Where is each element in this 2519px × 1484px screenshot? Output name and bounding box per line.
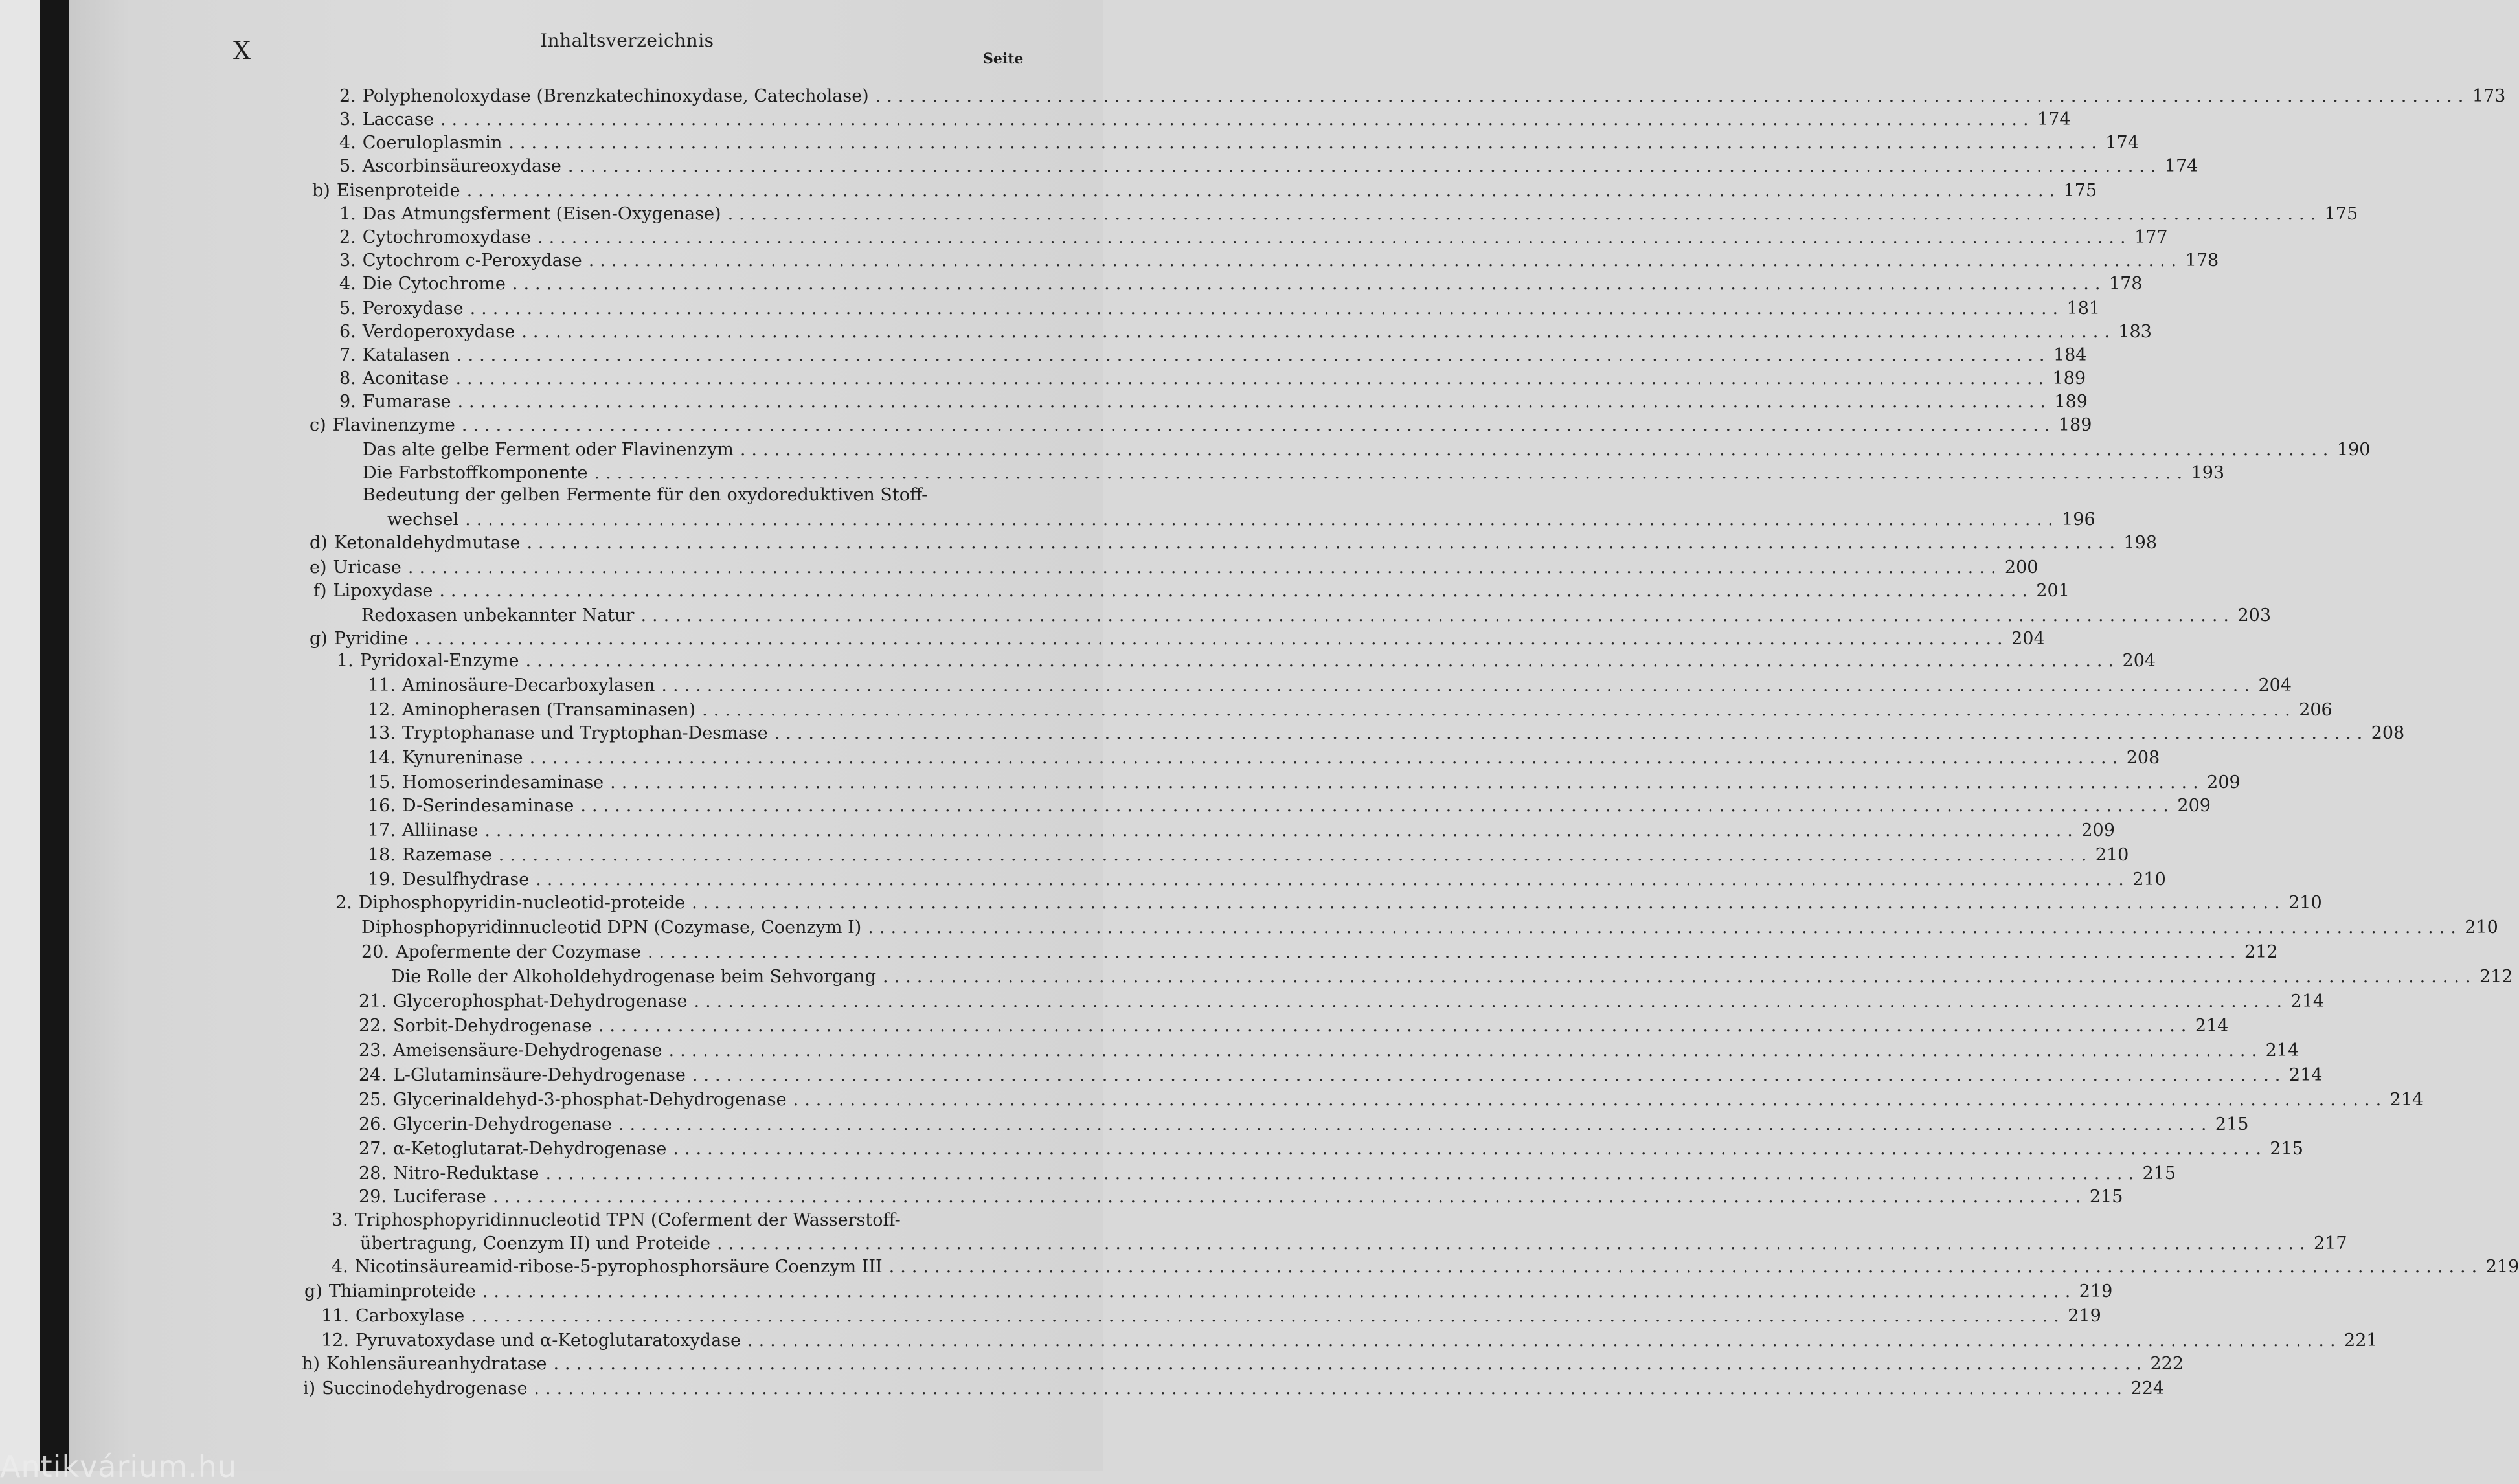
- leader-dots: ............................................................................................................................................: [492, 1187, 2087, 1207]
- toc-entry-number: 1.: [337, 651, 354, 671]
- toc-entry-number: d): [310, 533, 328, 553]
- toc-entry-page: 204: [2258, 675, 2292, 695]
- toc-entry-title: Ameisensäure-Dehydrogenase: [392, 1040, 662, 1061]
- toc-entry-number: g): [304, 1281, 322, 1301]
- toc-entry-number: b): [312, 181, 330, 201]
- toc-entry: [363, 461, 2225, 485]
- toc-entry-page: 212: [2479, 967, 2513, 987]
- toc-entry-title: Sorbit-Dehydrogenase: [392, 1016, 592, 1036]
- toc-entry-number: f): [313, 581, 327, 601]
- toc-entry-page: 177: [2134, 227, 2168, 247]
- toc-entry-page: 189: [2054, 392, 2088, 412]
- toc-entry: [339, 320, 2152, 344]
- toc-entry-page: 173: [2472, 86, 2506, 106]
- toc-entry-title: Apofermente der Cozymase: [395, 942, 641, 962]
- toc-entry-number: 12.: [368, 700, 396, 720]
- toc-entry-page: 219: [2068, 1306, 2101, 1326]
- toc-entry-page: 200: [2004, 557, 2039, 578]
- toc-entry-title: Aminopherasen (Transaminasen): [401, 700, 696, 720]
- toc-entry: [368, 868, 2166, 892]
- toc-entry-title: Desulfhydrase: [401, 870, 530, 890]
- toc-entry-number: 5.: [339, 156, 356, 176]
- toc-entry-title: Diphosphopyridinnucleotid DPN (Cozymase, Coenzym I): [361, 917, 862, 938]
- toc-entry-page: 219: [2485, 1257, 2519, 1277]
- toc-entry-page: 209: [2177, 796, 2211, 816]
- leader-dots: ............................................................................................................................................: [529, 748, 2124, 768]
- leader-dots: ............................................................................................................................................: [457, 392, 2051, 412]
- toc-entry: [339, 202, 2358, 226]
- toc-entry: [363, 483, 982, 507]
- toc-entry-title: Das alte gelbe Ferment oder Flavinenzym: [363, 440, 734, 460]
- toc-entry: [310, 556, 2039, 579]
- toc-entry-number: c): [310, 415, 326, 435]
- toc-entry-page: 212: [2244, 942, 2278, 962]
- toc-entry: [339, 154, 2198, 178]
- leader-dots: ............................................................................................................................................: [774, 723, 2369, 743]
- toc-entry-number: 18.: [368, 845, 396, 865]
- toc-entry-title: Homoserindesaminase: [401, 772, 604, 793]
- leader-dots: ............................................................................................................................................: [694, 991, 2288, 1011]
- toc-entry-page: 217: [2314, 1233, 2347, 1254]
- toc-entry: [368, 721, 2405, 745]
- leader-dots: ............................................................................................................................................: [469, 298, 2064, 319]
- toc-entry-page: 214: [2195, 1016, 2229, 1036]
- toc-entry: [359, 1137, 2303, 1161]
- toc-entry-page: 203: [2237, 605, 2272, 625]
- toc-entry-number: 9.: [339, 392, 356, 412]
- leader-dots: ............................................................................................................................................: [525, 651, 2120, 671]
- toc-entry-number: 16.: [368, 796, 396, 816]
- toc-entry-page: 204: [2011, 629, 2045, 649]
- toc-entry: [361, 940, 2278, 964]
- toc-entry-number: 12.: [321, 1331, 349, 1351]
- toc-entry-page: 221: [2344, 1331, 2378, 1351]
- leader-dots: ............................................................................................................................................: [407, 557, 2002, 578]
- toc-entry-page: 189: [2058, 415, 2092, 435]
- toc-entry-title: Aconitase: [362, 368, 449, 388]
- toc-entry-page: 210: [2132, 870, 2166, 890]
- toc-entry-title: Die Farbstoffkomponente: [363, 463, 588, 483]
- toc-entry-title: Bedeutung der gelben Fermente für den oxydoreduktiven Stoff-: [363, 485, 928, 505]
- toc-entry-page: 174: [2105, 133, 2139, 153]
- toc-entry: [360, 1231, 2347, 1255]
- toc-entry: [339, 390, 2088, 414]
- leader-dots: ............................................................................................................................................: [647, 942, 2242, 962]
- toc-entry-number: 4.: [339, 133, 356, 153]
- leader-dots: ............................................................................................................................................: [875, 86, 2470, 106]
- leader-dots: ............................................................................................................................................: [545, 1164, 2140, 1184]
- leader-dots: ............................................................................................................................................: [461, 415, 2056, 435]
- toc-entry: [339, 107, 2071, 131]
- toc-entry-number: 3.: [339, 109, 356, 129]
- toc-entry-number: 27.: [359, 1139, 387, 1159]
- toc-entry: [332, 1255, 2519, 1279]
- toc-entry-page: 174: [2037, 109, 2071, 129]
- toc-entry-page: 183: [2118, 322, 2152, 342]
- toc-entry: [332, 1208, 945, 1232]
- toc-entry: [339, 272, 2143, 296]
- toc-entry-title: Katalasen: [362, 345, 450, 365]
- leader-dots: ............................................................................................................................................: [580, 796, 2174, 816]
- toc-entry-number: 13.: [368, 723, 396, 743]
- toc-entry-title: Glycerinaldehyd-3-phosphat-Dehydrogenase: [392, 1090, 787, 1110]
- toc-entry-title: Polyphenoloxydase (Brenzkatechinoxydase, Catecholase): [362, 86, 869, 106]
- toc-entry-title: Kynureninase: [401, 748, 523, 768]
- toc-entry-page: 214: [2290, 991, 2325, 1011]
- toc-entry-title: Laccase: [362, 109, 434, 129]
- leader-dots: ............................................................................................................................................: [594, 463, 2189, 483]
- toc-entry-title: Triphosphopyridinnucleotid TPN (Coferment der Wasserstoff-: [354, 1210, 901, 1230]
- leader-dots: ............................................................................................................................................: [567, 156, 2162, 176]
- toc-entry-page: 189: [2052, 368, 2086, 388]
- leader-dots: ............................................................................................................................................: [673, 1139, 2267, 1159]
- leader-dots: ............................................................................................................................................: [717, 1233, 2311, 1254]
- toc-entry-page: 209: [2207, 772, 2241, 793]
- toc-entry-title: Luciferase: [392, 1187, 486, 1207]
- toc-entry: [312, 179, 2097, 203]
- toc-entry-number: 6.: [339, 322, 356, 342]
- toc-entry-title: Thiaminproteide: [328, 1281, 476, 1301]
- toc-entry-title: Nitro-Reduktase: [392, 1164, 539, 1184]
- leader-dots: ............................................................................................................................................: [610, 772, 2204, 793]
- toc-entry-title: Das Atmungsferment (Eisen-Oxygenase): [362, 204, 721, 224]
- toc-entry: [339, 225, 2168, 249]
- toc-entry-page: 210: [2465, 917, 2498, 938]
- toc-entry-title: Peroxydase: [362, 298, 464, 319]
- toc-entry: [359, 1014, 2229, 1038]
- leader-dots: ............................................................................................................................................: [668, 1040, 2263, 1061]
- toc-entry-title: übertragung, Coenzym II) und Proteide: [360, 1233, 711, 1254]
- leader-dots: ............................................................................................................................................: [536, 870, 2130, 890]
- leader-dots: ............................................................................................................................................: [793, 1090, 2388, 1110]
- toc-entry-title: Cytochromoxydase: [362, 227, 532, 247]
- toc-entry-number: 28.: [359, 1164, 387, 1184]
- toc-entry-number: 2.: [339, 86, 356, 106]
- toc-entry: [339, 249, 2219, 273]
- toc-entry-page: 219: [2079, 1281, 2113, 1301]
- toc-entry-page: 214: [2389, 1090, 2424, 1110]
- toc-entry-page: 184: [2053, 345, 2087, 365]
- toc-entry: [361, 603, 2272, 627]
- toc-entry-page: 214: [2288, 1065, 2323, 1085]
- toc-entry-page: 178: [2185, 251, 2219, 271]
- leader-dots: ............................................................................................................................................: [455, 368, 2050, 388]
- toc-entry-number: 4.: [332, 1257, 348, 1277]
- toc-entry: [368, 770, 2241, 794]
- toc-entry-page: 198: [2123, 533, 2158, 553]
- leader-dots: ............................................................................................................................................: [534, 1378, 2129, 1399]
- toc-entry: [359, 1063, 2323, 1087]
- toc-entry-number: 24.: [359, 1065, 387, 1085]
- toc-entry-page: 178: [2108, 274, 2143, 294]
- toc-entry: [359, 1088, 2424, 1112]
- toc-entry: [359, 1162, 2176, 1186]
- toc-entry: [391, 965, 2513, 989]
- toc-entry: [304, 1279, 2113, 1303]
- toc-entry: [339, 297, 2101, 320]
- toc-entry-number: 22.: [359, 1016, 387, 1036]
- toc-entry: [321, 1329, 2378, 1353]
- toc-entry-page: 210: [2095, 845, 2129, 865]
- leader-dots: ............................................................................................................................................: [747, 1331, 2342, 1351]
- toc-entry-page: 208: [2126, 748, 2160, 768]
- toc-entry-title: Nicotinsäureamid-ribose-5-pyrophosphorsäure Coenzym III: [354, 1257, 883, 1277]
- toc-entry: [310, 413, 2092, 437]
- leader-dots: ............................................................................................................................................: [882, 967, 2477, 987]
- toc-entry-title: Verdoperoxydase: [362, 322, 515, 342]
- toc-entry-title: Redoxasen unbekannter Natur: [361, 605, 635, 625]
- toc-entry-number: 1.: [339, 204, 356, 224]
- toc-entry: [368, 818, 2115, 842]
- toc-entry-page: 215: [2142, 1164, 2176, 1184]
- toc-entry-title: Kohlensäureanhydratase: [326, 1354, 547, 1374]
- toc-entry-number: 11.: [321, 1306, 349, 1326]
- toc-entry: [361, 916, 2498, 939]
- leader-dots: ............................................................................................................................................: [588, 251, 2183, 271]
- leader-dots: ............................................................................................................................................: [702, 700, 2296, 720]
- toc-entry-title: Die Rolle der Alkoholdehydrogenase beim Sehvorgang: [391, 967, 876, 987]
- toc-entry-number: 5.: [339, 298, 356, 319]
- toc-entry-title: Razemase: [401, 845, 492, 865]
- toc-entry-number: e): [310, 557, 327, 578]
- toc-entry: [359, 1112, 2249, 1136]
- toc-entry-number: 4.: [339, 274, 356, 294]
- toc-entry-title: Cytochrom c-Peroxydase: [362, 251, 582, 271]
- toc-entry: [368, 843, 2129, 867]
- toc-entry: [339, 84, 2506, 108]
- toc-entry-title: Diphosphopyridin-nucleotid-proteide: [358, 893, 686, 913]
- leader-dots: ............................................................................................................................................: [471, 1306, 2065, 1326]
- leader-dots: ............................................................................................................................................: [740, 440, 2334, 460]
- toc-entry: [387, 508, 2095, 532]
- toc-entry-title: Ketonaldehydmutase: [333, 533, 521, 553]
- toc-entry-number: g): [310, 629, 328, 649]
- leader-dots: ............................................................................................................................................: [484, 820, 2079, 840]
- toc-entry-number: 26.: [359, 1114, 387, 1134]
- toc-entry-title: L-Glutaminsäure-Dehydrogenase: [392, 1065, 686, 1085]
- leader-dots: ............................................................................................................................................: [692, 893, 2286, 913]
- toc-entry-title: Fumarase: [362, 392, 451, 412]
- toc-entry-number: 3.: [332, 1210, 348, 1230]
- leader-dots: ............................................................................................................................................: [692, 1065, 2287, 1085]
- toc-entry-title: Pyridine: [333, 629, 409, 649]
- leader-dots: ............................................................................................................................................: [661, 675, 2255, 695]
- leader-dots: ............................................................................................................................................: [640, 605, 2235, 625]
- toc-entry-title: Pyridoxal-Enzyme: [359, 651, 519, 671]
- toc-entry-page: 210: [2288, 893, 2322, 913]
- toc-entry-page: 222: [2150, 1354, 2184, 1374]
- toc-entry-number: 23.: [359, 1040, 387, 1061]
- toc-entry-number: 21.: [359, 991, 387, 1011]
- toc-entry-title: Coeruloplasmin: [362, 133, 503, 153]
- toc-entry-number: 20.: [361, 942, 389, 962]
- watermark: Antikvárium.hu: [0, 1449, 238, 1484]
- leader-dots: ............................................................................................................................................: [414, 629, 2009, 649]
- toc-entry-title: Carboxylase: [355, 1306, 465, 1326]
- leader-dots: ............................................................................................................................................: [598, 1016, 2193, 1036]
- toc-entry-number: 8.: [339, 368, 356, 388]
- leader-dots: ............................................................................................................................................: [618, 1114, 2213, 1134]
- toc-entry-number: 25.: [359, 1090, 387, 1110]
- toc-entry: [302, 1352, 2184, 1376]
- leader-dots: ............................................................................................................................................: [727, 204, 2322, 224]
- toc-entry-title: Flavinenzyme: [332, 415, 455, 435]
- toc-entry: [303, 1377, 2165, 1400]
- leader-dots: ............................................................................................................................................: [466, 181, 2061, 201]
- toc-entry-page: 215: [2089, 1187, 2123, 1207]
- toc-entry-title: Ascorbinsäureoxydase: [362, 156, 561, 176]
- toc-entry-number: 15.: [368, 772, 396, 793]
- leader-dots: ............................................................................................................................................: [537, 227, 2132, 247]
- leader-dots: ............................................................................................................................................: [440, 109, 2035, 129]
- toc-entry-title: α-Ketoglutarat-Dehydrogenase: [392, 1139, 667, 1159]
- toc-entry-number: 29.: [359, 1187, 387, 1207]
- toc-entry-title: Aminosäure-Decarboxylasen: [401, 675, 655, 695]
- toc-entry: [313, 579, 2070, 603]
- toc-entry-number: 2.: [339, 227, 356, 247]
- leader-dots: ............................................................................................................................................: [498, 845, 2093, 865]
- toc-entry-page: 206: [2299, 700, 2333, 720]
- toc-entry: [368, 673, 2292, 697]
- toc-entry: [339, 343, 2087, 367]
- page-number: X: [233, 36, 251, 65]
- toc-entry-title: Lipoxydase: [333, 581, 433, 601]
- leader-dots: ............................................................................................................................................: [439, 581, 2033, 601]
- toc-entry-title: wechsel: [387, 510, 459, 530]
- toc-entry-number: 19.: [368, 870, 396, 890]
- toc-entry-number: 11.: [368, 675, 396, 695]
- leader-dots: ............................................................................................................................................: [526, 533, 2121, 553]
- leader-dots: ............................................................................................................................................: [465, 510, 2059, 530]
- toc-entry-title: Eisenproteide: [336, 181, 460, 201]
- toc-entry-page: 208: [2371, 723, 2405, 743]
- toc-entry-page: 214: [2265, 1040, 2299, 1061]
- toc-entry-number: i): [303, 1378, 316, 1399]
- toc-entry-title: Pyruvatoxydase und α-Ketoglutaratoxydase: [355, 1331, 741, 1351]
- toc-entry-number: 7.: [339, 345, 356, 365]
- toc-entry: [321, 1304, 2101, 1328]
- leader-dots: ............................................................................................................................................: [482, 1281, 2077, 1301]
- toc-entry: [339, 131, 2139, 155]
- toc-entry: [368, 746, 2160, 770]
- toc-entry-title: Glycerophosphat-Dehydrogenase: [392, 991, 688, 1011]
- toc-entry-number: h): [302, 1354, 320, 1374]
- toc-entry: [335, 891, 2322, 915]
- toc-entry-page: 224: [2130, 1378, 2165, 1399]
- toc-entry-title: Alliinase: [401, 820, 479, 840]
- toc-entry-title: Uricase: [333, 557, 401, 578]
- leader-dots: ............................................................................................................................................: [868, 917, 2462, 938]
- toc-entry: [368, 794, 2211, 818]
- leader-dots: ............................................................................................................................................: [508, 133, 2103, 153]
- running-title: Inhaltsverzeichnis: [540, 30, 714, 51]
- toc-entry-title: D-Serindesaminase: [401, 796, 574, 816]
- toc-entry: [359, 1185, 2123, 1209]
- toc-entry-title: Die Cytochrome: [362, 274, 506, 294]
- toc-entry: [310, 627, 2045, 651]
- toc-entry: [359, 989, 2325, 1013]
- toc-entry-number: 2.: [335, 893, 352, 913]
- toc-entry-page: 190: [2336, 440, 2371, 460]
- toc-entry-page: 215: [2215, 1114, 2249, 1134]
- toc-entry: [310, 531, 2158, 555]
- leader-dots: ............................................................................................................................................: [553, 1354, 2148, 1374]
- toc-entry-page: 175: [2063, 181, 2097, 201]
- toc-entry-page: 174: [2164, 156, 2198, 176]
- toc-entry-page: 175: [2324, 204, 2358, 224]
- toc-entry-title: Glycerin-Dehydrogenase: [392, 1114, 612, 1134]
- toc-entry: [339, 366, 2086, 390]
- leader-dots: ............................................................................................................................................: [521, 322, 2116, 342]
- toc-entry-page: 209: [2081, 820, 2115, 840]
- toc-entry-page: 193: [2191, 463, 2225, 483]
- toc-entry-title: Tryptophanase und Tryptophan-Desmase: [401, 723, 768, 743]
- toc-entry-page: 181: [2066, 298, 2101, 319]
- leader-dots: ............................................................................................................................................: [456, 345, 2051, 365]
- toc-entry-page: 204: [2122, 651, 2156, 671]
- toc-entry: [359, 1039, 2299, 1062]
- leader-dots: ............................................................................................................................................: [512, 274, 2107, 294]
- toc-entry-page: 201: [2036, 581, 2070, 601]
- toc-entry: [337, 649, 2156, 673]
- toc-entry: [368, 698, 2333, 722]
- page-column-label: Seite: [983, 51, 1024, 67]
- toc-entry-number: 3.: [339, 251, 356, 271]
- toc-entry-number: 14.: [368, 748, 396, 768]
- leader-dots: ............................................................................................................................................: [888, 1257, 2483, 1277]
- toc-entry-page: 196: [2062, 510, 2095, 530]
- toc-entry-number: 17.: [368, 820, 396, 840]
- toc-entry-title: Succinodehydrogenase: [322, 1378, 528, 1399]
- toc-entry-page: 215: [2270, 1139, 2303, 1159]
- toc-entry: [363, 438, 2371, 462]
